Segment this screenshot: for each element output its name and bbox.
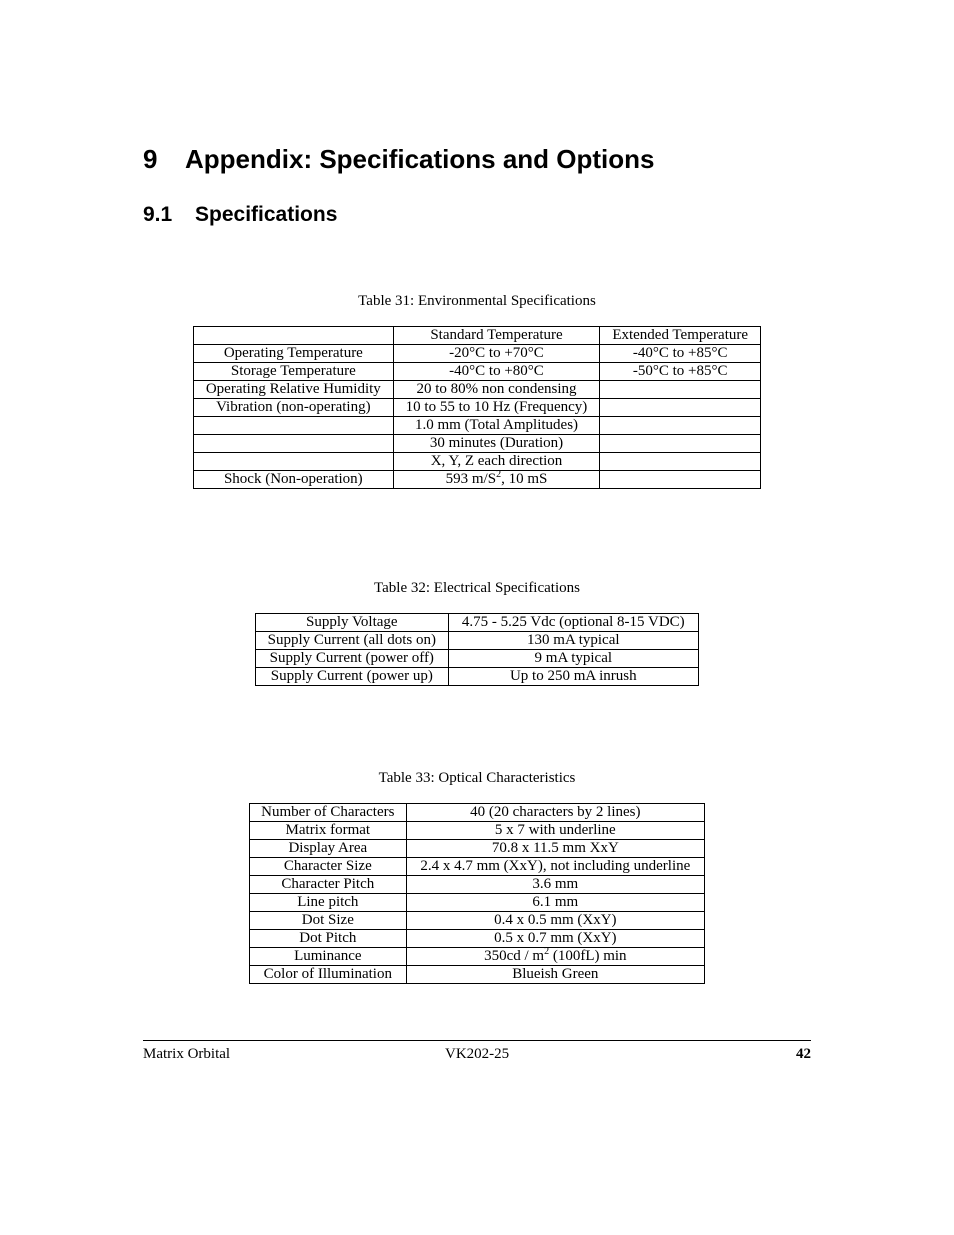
optical-cell-r2-c0: Display Area	[250, 840, 407, 858]
table-row	[250, 876, 705, 894]
environmental-specifications-table	[193, 326, 761, 489]
env-cell-r4-c1: 10 to 55 to 10 Hz (Frequency)	[393, 399, 600, 417]
table-row	[194, 345, 761, 363]
optical-cell-r6-c0: Dot Size	[250, 912, 407, 930]
table-row	[256, 614, 699, 632]
table-row	[194, 327, 761, 345]
section-heading	[143, 142, 655, 176]
elec-cell-r2-c0: Supply Current (power off)	[256, 650, 449, 668]
env-cell-r0-c1: Standard Temperature	[393, 327, 600, 345]
table-row	[250, 912, 705, 930]
env-cell-r5-c2	[600, 417, 761, 435]
table-row	[256, 668, 699, 686]
table-row	[250, 840, 705, 858]
env-cell-r3-c2	[600, 381, 761, 399]
table-row	[250, 966, 705, 984]
elec-cell-r1-c1: 130 mA typical	[448, 632, 698, 650]
env-cell-r8-c2	[600, 471, 761, 489]
optical-cell-r6-c1: 0.4 x 0.5 mm (XxY)	[406, 912, 704, 930]
env-cell-r2-c0: Storage Temperature	[194, 363, 394, 381]
electrical-specifications-table	[255, 613, 699, 686]
table-row	[256, 632, 699, 650]
table-row	[194, 453, 761, 471]
optical-cell-r1-c0: Matrix format	[250, 822, 407, 840]
env-cell-r0-c2: Extended Temperature	[600, 327, 761, 345]
optical-cell-r4-c0: Character Pitch	[250, 876, 407, 894]
table-row	[250, 858, 705, 876]
env-cell-r2-c2: -50°C to +85°C	[600, 363, 761, 381]
optical-cell-r7-c1: 0.5 x 0.7 mm (XxY)	[406, 930, 704, 948]
env-cell-r7-c1: X, Y, Z each direction	[393, 453, 600, 471]
env-cell-r3-c0: Operating Relative Humidity	[194, 381, 394, 399]
optical-characteristics-table	[249, 803, 705, 984]
env-cell-r5-c0	[194, 417, 394, 435]
table-row	[194, 417, 761, 435]
env-cell-r6-c2	[600, 435, 761, 453]
env-cell-r6-c1: 30 minutes (Duration)	[393, 435, 600, 453]
env-cell-r1-c1: -20°C to +70°C	[393, 345, 600, 363]
footer-company: Matrix Orbital	[143, 1046, 231, 1062]
elec-cell-r3-c0: Supply Current (power up)	[256, 668, 449, 686]
table-row	[250, 894, 705, 912]
table-row	[256, 650, 699, 668]
env-cell-r3-c1: 20 to 80% non condensing	[393, 381, 600, 399]
optical-cell-r7-c0: Dot Pitch	[250, 930, 407, 948]
section-title: Appendix: Specifications and Options	[185, 144, 655, 174]
table-row	[250, 930, 705, 948]
elec-cell-r0-c1: 4.75 - 5.25 Vdc (optional 8-15 VDC)	[448, 614, 698, 632]
section-number: 9	[143, 144, 158, 174]
table-row	[194, 471, 761, 489]
optical-cell-r0-c0: Number of Characters	[250, 804, 407, 822]
table-row	[194, 435, 761, 453]
env-cell-r4-c0: Vibration (non-operating)	[194, 399, 394, 417]
optical-cell-r2-c1: 70.8 x 11.5 mm XxY	[406, 840, 704, 858]
table31-caption: Table 31: Environmental Specifications	[358, 293, 596, 309]
subsection-number: 9.1	[143, 203, 173, 226]
elec-cell-r0-c0: Supply Voltage	[256, 614, 449, 632]
optical-cell-r3-c0: Character Size	[250, 858, 407, 876]
footer-rule	[143, 1040, 811, 1041]
table-row	[194, 381, 761, 399]
env-cell-r4-c2	[600, 399, 761, 417]
env-cell-r8-c0: Shock (Non-operation)	[194, 471, 394, 489]
elec-cell-r1-c0: Supply Current (all dots on)	[256, 632, 449, 650]
subsection-heading	[143, 201, 337, 229]
env-cell-r0-c0	[194, 327, 394, 345]
optical-cell-r5-c0: Line pitch	[250, 894, 407, 912]
optical-cell-r1-c1: 5 x 7 with underline	[406, 822, 704, 840]
elec-cell-r3-c1: Up to 250 mA inrush	[448, 668, 698, 686]
env-cell-r7-c2	[600, 453, 761, 471]
optical-cell-r4-c1: 3.6 mm	[406, 876, 704, 894]
optical-cell-r8-c0: Luminance	[250, 948, 407, 966]
env-cell-r8-c1: 593 $m/S^2$, 10 mS	[393, 471, 600, 489]
env-cell-r1-c2: -40°C to +85°C	[600, 345, 761, 363]
env-cell-r5-c1: 1.0 mm (Total Amplitudes)	[393, 417, 600, 435]
env-cell-r2-c1: -40°C to +80°C	[393, 363, 600, 381]
subsection-title: Specifications	[195, 203, 338, 226]
footer-page-number: 42	[796, 1046, 811, 1062]
optical-cell-r9-c0: Color of Illumination	[250, 966, 407, 984]
env-cell-r1-c0: Operating Temperature	[194, 345, 394, 363]
optical-cell-r5-c1: 6.1 mm	[406, 894, 704, 912]
table-row	[194, 399, 761, 417]
table-row	[250, 822, 705, 840]
optical-cell-r8-c1: $350cd / m^2$ (100fL) min	[406, 948, 704, 966]
optical-cell-r0-c1: 40 (20 characters by 2 lines)	[406, 804, 704, 822]
table-row	[250, 804, 705, 822]
table32-caption: Table 32: Electrical Specifications	[374, 580, 580, 596]
env-cell-r7-c0	[194, 453, 394, 471]
table33-caption: Table 33: Optical Characteristics	[378, 770, 576, 786]
table-row	[194, 363, 761, 381]
optical-cell-r3-c1: 2.4 x 4.7 mm (XxY), not including underline	[406, 858, 704, 876]
table-row	[250, 948, 705, 966]
optical-cell-r9-c1: Blueish Green	[406, 966, 704, 984]
elec-cell-r2-c1: 9 mA typical	[448, 650, 698, 668]
env-cell-r6-c0	[194, 435, 394, 453]
footer-model: VK202-25	[445, 1046, 510, 1062]
